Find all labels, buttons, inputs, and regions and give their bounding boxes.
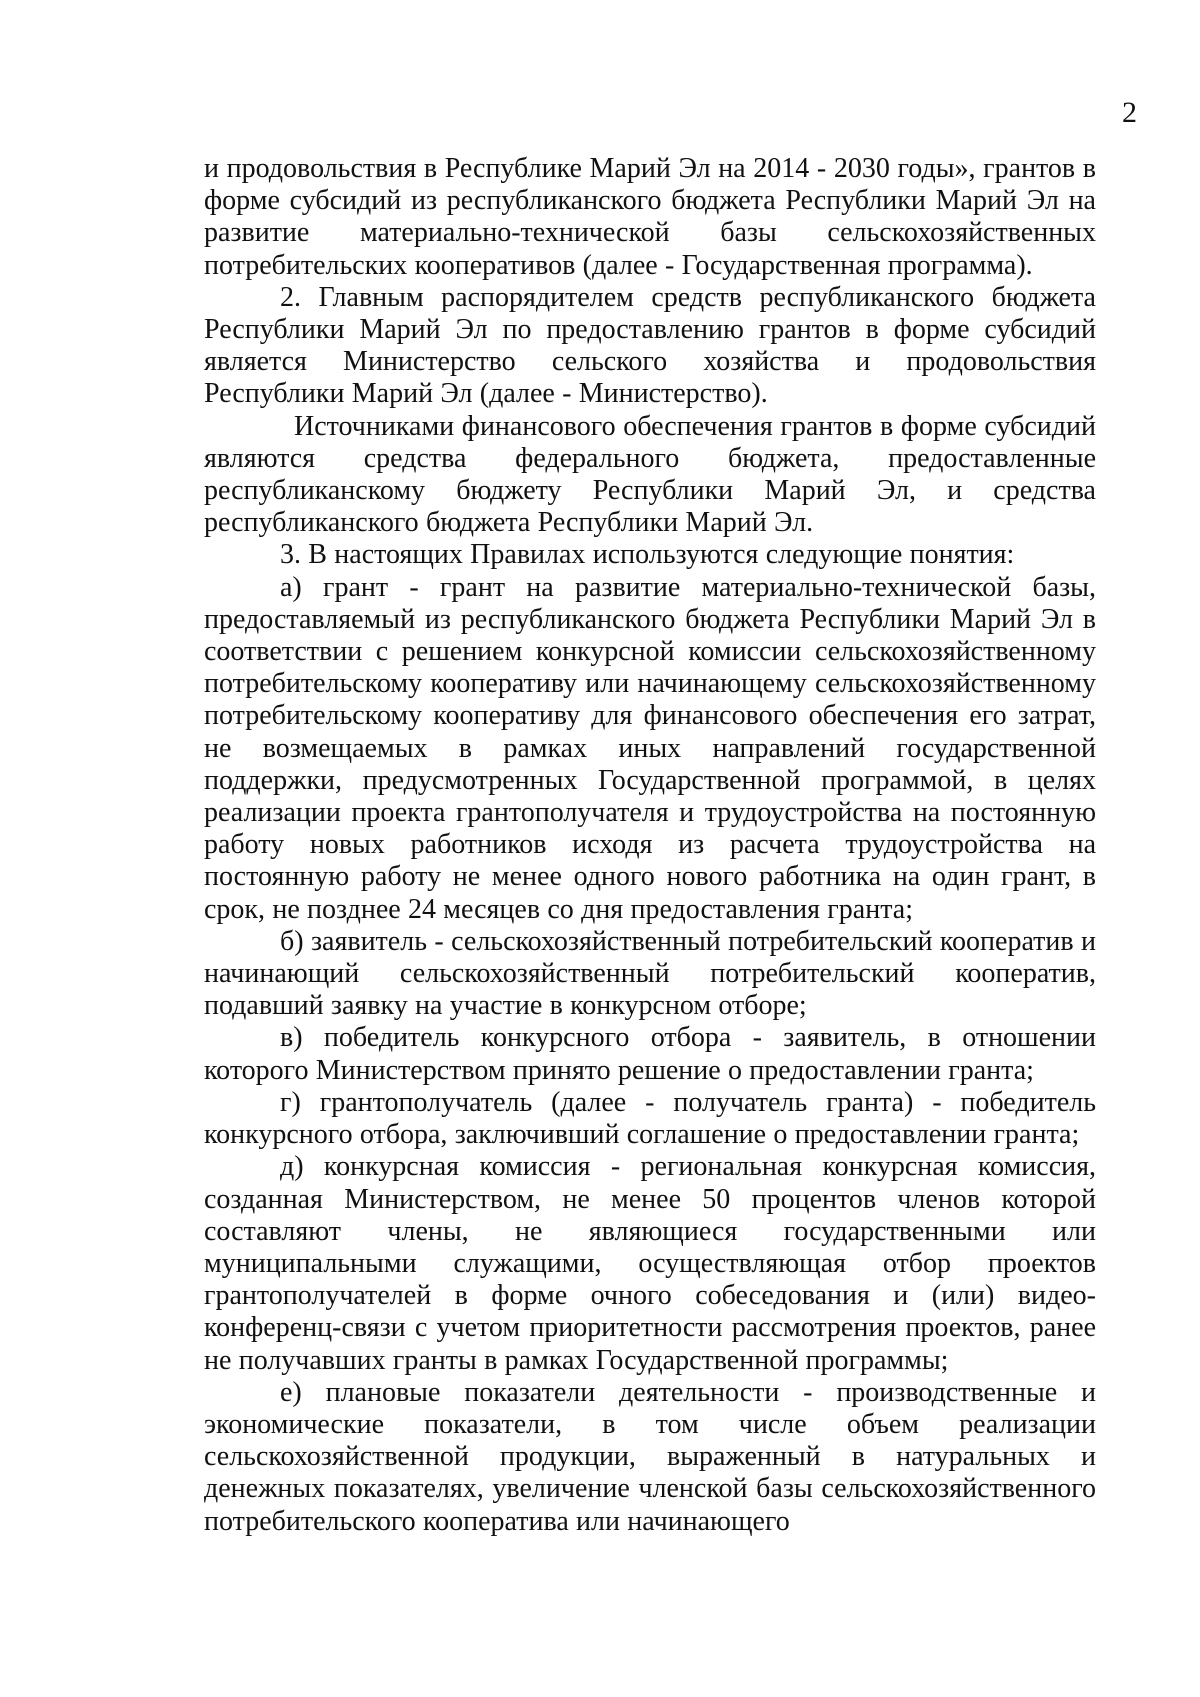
page-number: 2 <box>1122 96 1137 129</box>
paragraph-definition-applicant: б) заявитель - сельскохозяйственный потребительский кооператив и начинающий сельскохозяйственный потребительский кооператив, подавший заявку на участие в конкурсном отборе; <box>204 925 1096 1022</box>
paragraph-definition-commission: д) конкурсная комиссия - региональная конкурсная комиссия, созданная Министерством, не менее 50 процентов членов которой составляют члены, не являющиеся государственными или муниципальными служащими, осуществляющая отбор проектов грантополучателей в форме очного собеседования и (или) видео-конференц-связи с учетом приоритетности рассмотрения проектов, ранее не получавших гранты в рамках Государственной программы; <box>204 1151 1096 1376</box>
document-body <box>204 153 1096 1538</box>
paragraph-definition-winner: в) победитель конкурсного отбора - заявитель, в отношении которого Министерством принято решение о предоставлении гранта; <box>204 1022 1096 1086</box>
paragraph-main-administrator: 2. Главным распорядителем средств республиканского бюджета Республики Марий Эл по предоставлению грантов в форме субсидий является Министерство сельского хозяйства и продовольствия Республики Марий Эл (далее - Министерство). <box>204 281 1096 410</box>
paragraph-definition-grant: а) грант - грант на развитие материально-технической базы, предоставляемый из республиканского бюджета Республики Марий Эл в соответствии с решением конкурсной комиссии сельскохозяйственному потребительскому кооперативу или начинающему сельскохозяйственному потребительскому кооперативу для финансового обеспечения его затрат, не возмещаемых в рамках иных направлений государственной поддержки, предусмотренных Государственной программой, в целях реализации проекта грантополучателя и трудоустройства на постоянную работу новых работников исходя из расчета трудоустройства на постоянную работу не менее одного нового работника на один грант, в срок, не позднее 24 месяцев со дня предоставления гранта; <box>204 571 1096 925</box>
paragraph-continuation: и продовольствия в Республике Марий Эл на 2014 - 2030 годы», грантов в форме субсидий из республиканского бюджета Республики Марий Эл на развитие материально-технической базы сельскохозяйственных потребительских кооперативов (далее - Государственная программа). <box>204 153 1096 281</box>
paragraph-definitions-intro: 3. В настоящих Правилах используются следующие понятия: <box>280 539 1015 571</box>
paragraph-definition-recipient: г) грантополучатель (далее - получатель гранта) - победитель конкурсного отбора, заключивший соглашение о предоставлении гранта; <box>204 1086 1096 1151</box>
paragraph-definition-indicators: е) плановые показатели деятельности - производственные и экономические показатели, в том числе объем реализации сельскохозяйственной продукции, выраженный в натуральных и денежных показателях, увеличение членской базы сельскохозяйственного потребительского кооператива или начинающего <box>204 1376 1096 1537</box>
paragraph-funding-sources: Источниками финансового обеспечения грантов в форме субсидий являются средства федерального бюджета, предоставленные республиканскому бюджету Республики Марий Эл, и средства республиканского бюджета Республики Марий Эл. <box>204 410 1096 539</box>
